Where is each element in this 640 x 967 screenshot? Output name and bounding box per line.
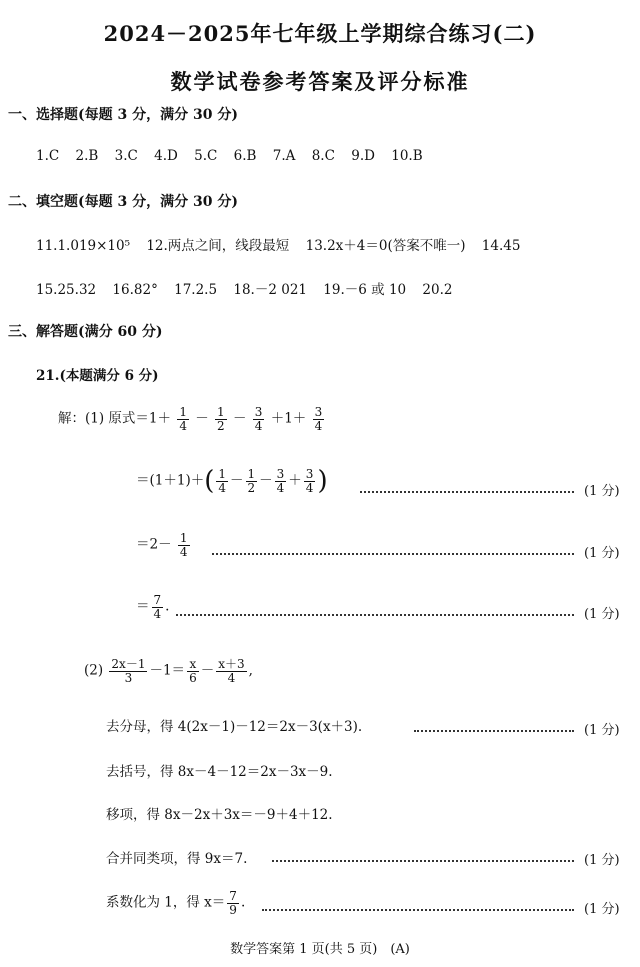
score-point: (1 分) [584,902,620,917]
answer-1: 1.C [36,148,60,164]
score-point: (1 分) [584,607,620,622]
answer-8: 8.C [311,148,335,164]
fraction: $\frac{1}{4}$ [218,467,227,495]
step-prefix: ＝ [136,598,150,615]
operator: － [230,472,244,489]
part2-step4: 合并同类项，得 9x＝7. [106,851,248,867]
answer-14: 14.45 [481,238,521,254]
fraction: $\frac{3}{4}$ [254,405,263,433]
part1-prefix: 解：(1) 原式＝1＋ [58,410,172,427]
operator: － [200,662,215,679]
score-point: (1 分) [584,546,620,561]
answer-20: 20.2 [422,282,453,298]
fraction: $\frac{2x-1}{3}$ [111,657,146,685]
right-paren: ) [317,466,328,497]
answer-9: 9.D [351,148,375,164]
step-prefix: 系数化为 1，得 x＝ [106,894,226,911]
score-point: (1 分) [584,723,620,738]
answer-10: 10.B [391,148,423,164]
dot-leader [176,614,574,616]
operator: ＋1＋ [270,410,307,427]
score-point: (1 分) [584,853,620,868]
dot-leader [272,860,574,862]
score-point: (1 分) [584,484,620,499]
fraction: $\frac{7}{4}$ [153,593,162,621]
answer-17: 17.2.5 [174,282,218,298]
dot-leader [360,491,574,493]
part2-step2: 去括号，得 8x－4－12＝2x－3x－9. [106,764,333,780]
answer-12: 12.两点之间，线段最短 [146,238,290,254]
step-prefix: ＝2－ [136,536,172,553]
part-label: (2) [84,662,104,679]
page-title: 2024－2025年七年级上学期综合练习(二) [103,21,537,46]
operator: － [195,410,209,427]
part1-step3 [136,532,192,558]
answer-13: 13.2x＋4＝0(答案不唯一) [305,238,466,254]
section1-answers [36,148,435,164]
part2-equation [84,658,253,684]
answer-4: 4.D [154,148,178,164]
operator: ＋ [288,472,302,489]
part1-step2 [136,466,328,497]
answer-6: 6.B [233,148,257,164]
page-subtitle: 数学试卷参考答案及评分标准 [170,69,470,94]
fraction: $\frac{7}{9}$ [229,889,237,917]
operator: － [259,472,273,489]
part1-step4 [136,594,169,620]
section2-heading: 二、填空题(每题 3 分，满分 30 分) [8,194,238,210]
answer-11: 11.1.019×10⁵ [36,238,131,254]
fraction: $\frac{1}{4}$ [179,531,188,559]
fraction: $\frac{x+3}{4}$ [218,657,245,685]
dot-leader [212,553,574,555]
page-footer: 数学答案第 1 页(共 5 页) (A) [230,942,410,957]
fraction: $\frac{3}{4}$ [314,405,323,433]
operator: －1＝ [149,662,186,679]
answer-18: 18.－2 021 [233,282,307,298]
section3-heading: 三、解答题(满分 60 分) [8,324,163,340]
fraction: $\frac{3}{4}$ [305,467,314,495]
left-paren: ( [204,466,215,497]
answer-15: 15.25.32 [36,282,97,298]
q21-heading: 21.(本题满分 6 分) [36,368,159,384]
fraction: $\frac{1}{4}$ [179,405,187,433]
section2-row2 [36,278,464,298]
answer-16: 16.82° [112,282,158,298]
answer-3: 3.C [114,148,138,164]
step-suffix: . [165,598,170,615]
dot-leader [262,909,574,911]
fraction: $\frac{1}{2}$ [217,405,225,433]
part2-step1: 去分母，得 4(2x－1)－12＝2x－3(x＋3). [106,719,363,735]
fraction: $\frac{1}{2}$ [247,467,256,495]
part2-step3: 移项，得 8x－2x＋3x＝－9＋4＋12. [106,807,333,823]
part2-step5 [106,890,245,916]
dot-leader [414,730,574,732]
answer-7: 7.A [272,148,296,164]
step-suffix: . [240,894,246,911]
section1-heading: 一、选择题(每题 3 分，满分 30 分) [8,107,238,123]
answer-5: 5.C [194,148,218,164]
answer-19: 19.－6 或 10 [323,282,407,298]
punctuation: , [248,662,253,679]
fraction: $\frac{x}{6}$ [189,657,197,685]
section2-row1 [36,234,532,254]
step-prefix: ＝(1＋1)＋ [136,472,205,489]
answer-2: 2.B [75,148,99,164]
part1-expression [58,406,326,432]
operator: － [232,410,247,427]
fraction: $\frac{3}{4}$ [276,467,285,495]
